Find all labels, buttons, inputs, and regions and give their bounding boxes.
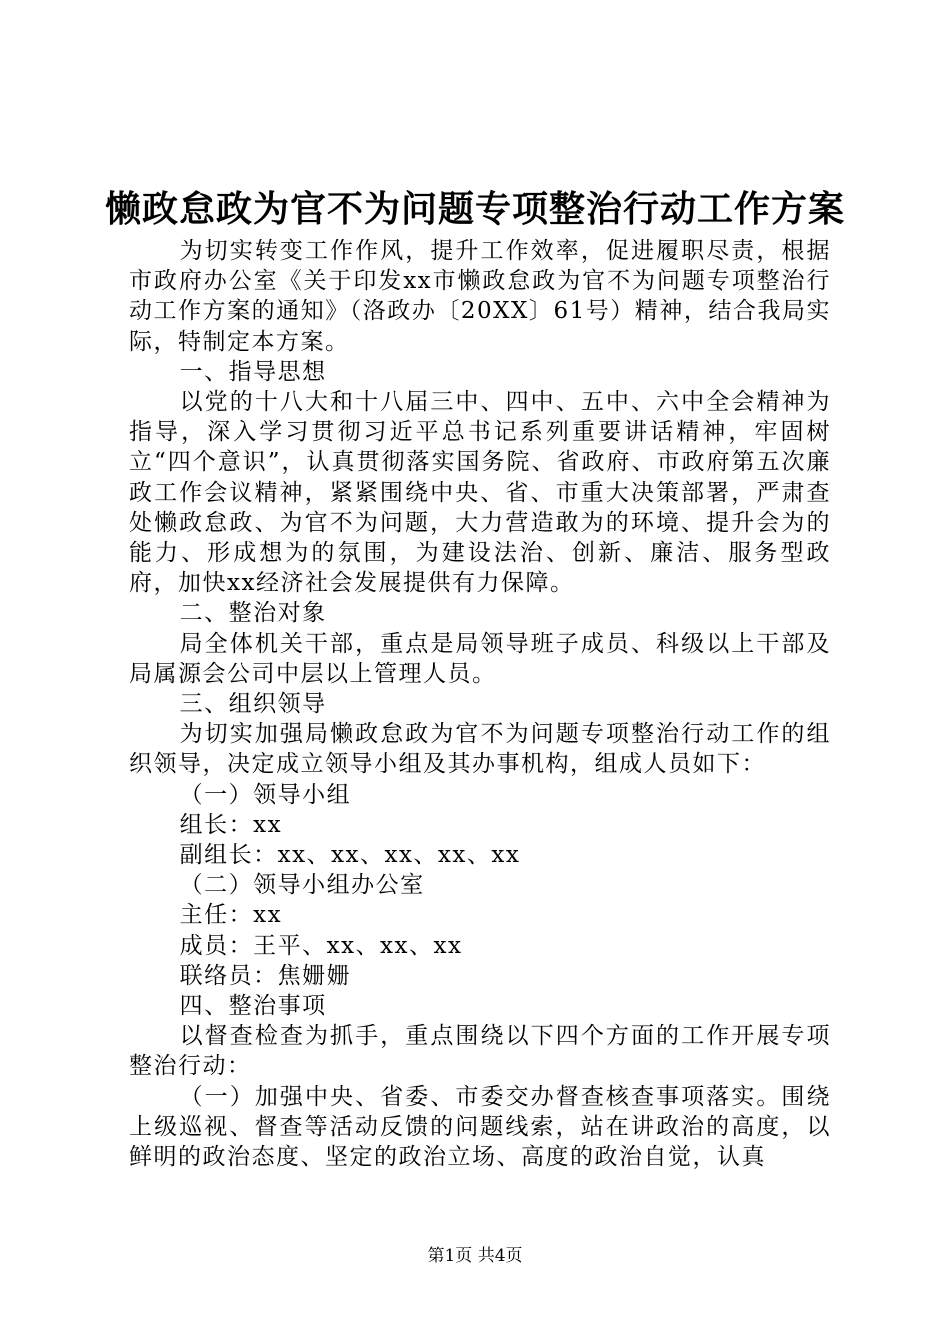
page-indicator: 第1页 共4页	[427, 1246, 523, 1266]
paragraph-intro: 为切实转变工作作风，提升工作效率，促进履职尽责，根据市政府办公室《关于印发xx市懒政怠政为官不为问题专项整治行动工作方案的通知》（洛政办〔20XX〕61号）精神，结合我局实际，特制定本方案。	[129, 238, 831, 355]
paragraph-guiding-ideology: 以党的十八大和十八届三中、四中、五中、六中全会精神为指导，深入学习贯彻习近平总书记系列重要讲话精神，牢固树立“四个意识”，认真贯彻落实国务院、省政府、市政府第五次廉政工作会议精神，紧紧围绕中央、省、市重大决策部署，严肃查处懒政怠政、为官不为问题，大力营造敢为的环境、提升会为的能力、形成想为的氛围，为建设法治、创新、廉洁、服务型政府，加快xx经济社会发展提供有力保障。	[129, 389, 831, 597]
paragraph-item-one: （一）加强中央、省委、市委交办督查核查事项落实。围绕上级巡视、督查等活动反馈的问题线索，站在讲政治的高度，以鲜明的政治态度、坚定的政治立场、高度的政治自觉，认真	[129, 1083, 831, 1171]
line-deputy-leaders: 副组长：xx、xx、xx、xx、xx	[179, 842, 521, 869]
section-heading-rectification-items: 四、整治事项	[179, 993, 327, 1020]
section-heading-guiding-ideology: 一、指导思想	[179, 358, 327, 385]
line-office-director: 主任：xx	[179, 902, 283, 929]
subheading-group-office: （二）领导小组办公室	[179, 872, 425, 899]
line-office-members: 成员：王平、xx、xx、xx	[179, 932, 463, 959]
document-title: 懒政怠政为官不为问题专项整治行动工作方案	[104, 188, 845, 230]
line-group-leader: 组长：xx	[179, 811, 283, 838]
line-liaison: 联络员：焦姗姗	[179, 962, 352, 989]
section-heading-leadership: 三、组织领导	[179, 691, 327, 718]
section-heading-targets: 二、整治对象	[179, 600, 327, 627]
paragraph-leadership: 为切实加强局懒政怠政为官不为问题专项整治行动工作的组织领导，决定成立领导小组及其办事机构，组成人员如下：	[129, 721, 831, 778]
document-body	[129, 236, 831, 1172]
subheading-leading-group: （一）领导小组	[179, 781, 352, 808]
paragraph-rectification-intro: 以督查检查为抓手，重点围绕以下四个方面的工作开展专项整治行动：	[129, 1023, 831, 1080]
paragraph-targets: 局全体机关干部，重点是局领导班子成员、科级以上干部及局属源会公司中层以上管理人员。	[129, 630, 831, 687]
